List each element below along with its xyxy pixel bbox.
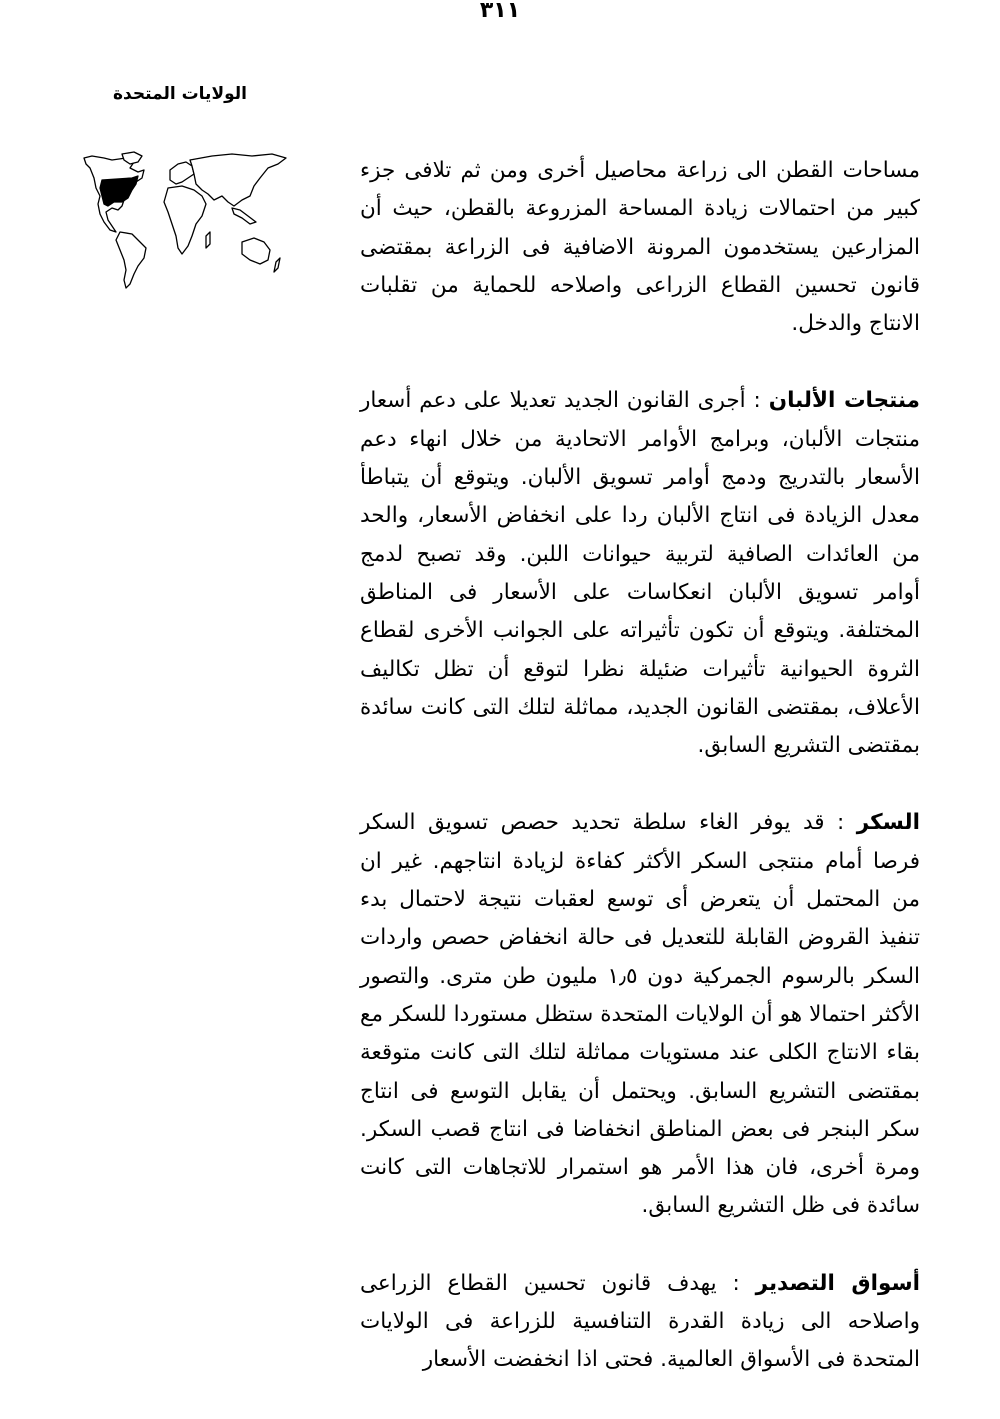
- new-zealand-outline: [274, 258, 280, 272]
- paragraph-dairy-products: [360, 382, 920, 765]
- paragraph-heading: السكر: [856, 810, 920, 836]
- paragraph-sugar: [360, 804, 920, 1225]
- page-number: ٣١١: [479, 0, 521, 23]
- madagascar-outline: [206, 232, 210, 248]
- australia-outline: [242, 238, 270, 264]
- united-states-highlight: [100, 176, 138, 206]
- paragraph-cotton-continuation: [360, 152, 920, 343]
- paragraph-text: يهدف قانون تحسين القطاع الزراعى واصلاحه الى زيادة القدرة التنافسية للزراعة فى الولايات المتحدة فى الأسواق العالمية. فحتى اذا انخفضت الأسعار: [360, 1270, 920, 1373]
- paragraph-text: مساحات القطن الى زراعة محاصيل أخرى ومن ثم تلافى جزء كبير من احتمالات زيادة المساحة المزروعة بالقطن، حيث أن المزارعين يستخدمون المرونة الاضافية فى الزراعة بمقتضى قانون تحسين القطاع الزراعى واصلاحه للحماية من تقلبات الانتاج والدخل.: [360, 158, 920, 337]
- southeast-asia-islands: [232, 208, 256, 224]
- region-title: الولايات المتحدة: [113, 84, 247, 104]
- heading-separator: :: [716, 1270, 756, 1296]
- south-america-outline: [116, 232, 146, 288]
- body-text-column: [360, 152, 920, 1419]
- world-map-icon: [82, 150, 287, 290]
- paragraph-heading: منتجات الألبان: [768, 388, 920, 414]
- paragraph-text: قد يوفر الغاء سلطة تحديد حصص تسويق السكر فرصا أمام منتجى السكر الأكثر كفاءة لزيادة انتاجهم. غير ان من المحتمل أن يتعرض أى توسع لعقبات نتيجة لاحتمال بدء تنفيذ القروض القابلة للتعديل فى حالة انخفاض حصص واردات السكر بالرسوم الجمركية دون ١٫٥ مليون طن مترى. والتصور الأكثر احتمالا هو أن الولايات المتحدة ستظل مستوردا للسكر مع بقاء الانتاج الكلى عند مستويات مماثلة لتلك التى كانت متوقعة بمقتضى التشريع السابق. ويحتمل أن يقابل التوسع فى انتاج سكر البنجر فى بعض المناطق انخفاضا فى انتاج قصب السكر. ومرة أخرى، فان هذا الأمر هو استمرار للاتجاهات التى كانت سائدة فى ظل التشريع السابق.: [360, 810, 920, 1219]
- heading-separator: :: [824, 810, 857, 836]
- paragraph-export-markets: [360, 1265, 920, 1380]
- europe-outline: [170, 162, 194, 184]
- heading-separator: :: [745, 388, 769, 414]
- paragraph-heading: أسواق التصدير: [755, 1270, 920, 1296]
- asia-outline: [190, 154, 286, 206]
- africa-outline: [164, 186, 206, 254]
- paragraph-text: أجرى القانون الجديد تعديلا على دعم أسعار منتجات الألبان، وبرامج الأوامر الاتحادية من خلال انهاء دعم الأسعار بالتدريج ودمج أوامر تسويق الألبان. ويتوقع أن يتباطأ معدل الزيادة فى انتاج الألبان ردا على انخفاض الأسعار، والحد من العائدات الصافية لتربية حيوانات اللبن. وقد تصبح لدمج أوامر تسويق الألبان انعكاسات على الأسعار فى المناطق المختلفة. ويتوقع أن تكون تأثيراته على الجوانب الأخرى لقطاع الثروة الحيوانية تأثيرات ضئيلة نظرا لتوقع أن تظل تكاليف الأعلاف، بمقتضى القانون الجديد، مماثلة لتلك التى كانت سائدة بمقتضى التشريع السابق.: [360, 388, 920, 759]
